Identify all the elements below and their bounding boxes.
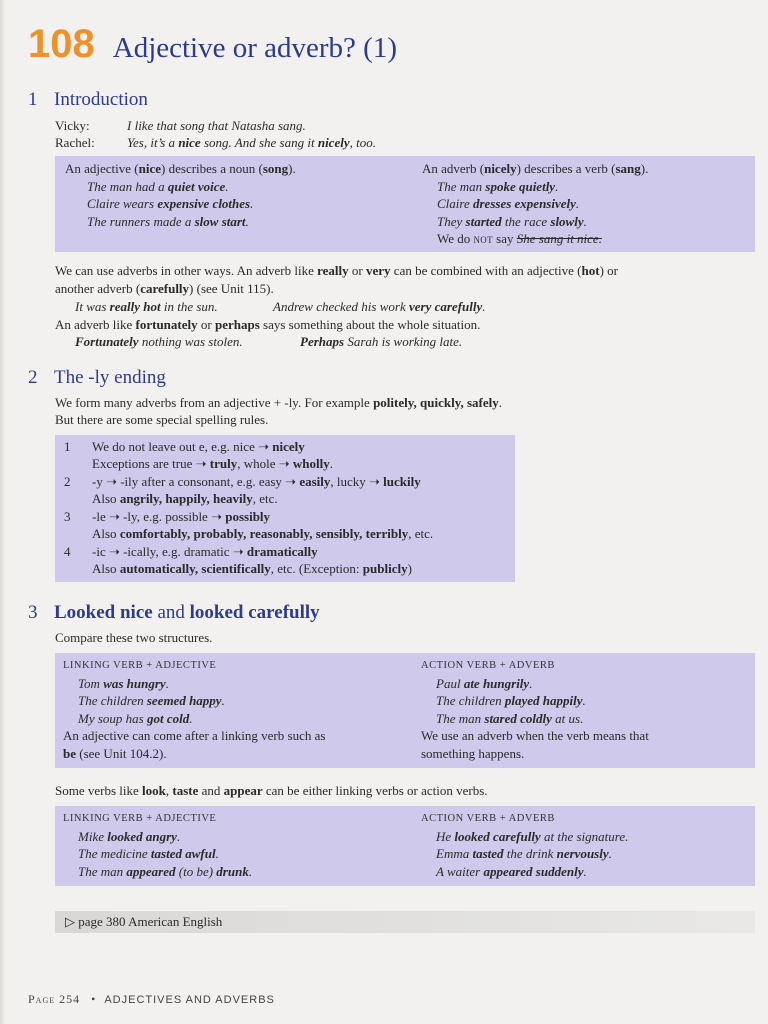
note-line: something happens.	[421, 745, 525, 761]
example: The medicine tasted awful.	[78, 846, 219, 861]
rule-number: 3	[64, 509, 71, 524]
note-line: An adjective can come after a linking verb such as	[63, 728, 326, 743]
note-line: We use an adverb when the verb means that	[421, 728, 649, 743]
section-number: 3	[28, 602, 38, 623]
linking-action-box-2	[55, 806, 755, 886]
speaker: Rachel:	[55, 135, 95, 150]
example-line: Perhaps Sarah is working late.	[300, 334, 463, 349]
page-edge	[0, 0, 6, 1024]
linking-column	[63, 657, 325, 762]
example: My soup has got cold.	[78, 710, 193, 726]
rule-number: 1	[64, 439, 71, 454]
action-column	[421, 810, 628, 880]
paragraph-line: An adverb like fortunately or perhaps says something about the whole situation.	[55, 317, 481, 332]
note-line: be (see Unit 104.2).	[63, 745, 167, 761]
adverb-column	[422, 160, 648, 248]
example: Paul ate hungrily.	[436, 675, 533, 691]
adjective-rule: An adjective (nice) describes a noun (song).	[65, 161, 296, 176]
adverb-rule: An adverb (nicely) describes a verb (sang).	[422, 161, 649, 176]
example-line: Fortunately nothing was stolen.	[75, 334, 243, 349]
paragraph-line: Compare these two structures.	[55, 630, 213, 645]
paragraph-line: We form many adverbs from an adjective + -ly. For example politely, quickly, safely.	[55, 395, 502, 410]
adjective-column	[65, 160, 296, 230]
intro-comparison-box	[55, 156, 755, 252]
example: The man appeared (to be) drunk.	[78, 863, 253, 879]
unit-number: 108	[28, 22, 95, 66]
paragraph-line: We can use adverbs in other ways. An adverb like really or very can be combined with an adjective (hot) or	[55, 263, 618, 278]
paragraph-line: another adverb (carefully) (see Unit 115).	[55, 281, 274, 296]
column-caption: LINKING VERB + ADJECTIVE	[63, 813, 217, 824]
dialog-line-1	[55, 117, 306, 134]
paragraph-line: Some verbs like look, taste and appear can be either linking verbs or action verbs.	[55, 783, 488, 798]
rule-number: 2	[64, 474, 71, 489]
column-caption: LINKING VERB + ADJECTIVE	[63, 660, 217, 671]
section-title: The -ly ending	[54, 367, 166, 388]
spelling-rules-box: 1 We do not leave out e, e.g. nice ➝ nicely Exceptions are true ➝ truly, whole ➝ wholly. 2 -y ➝ -ily after a consonant, e.g. easy ➝ easily, lucky ➝ luckily Also angrily, happily, heavily, etc. 3 -le ➝ -ly, e.g. possible ➝ possibly Also comfortably, probably, reasonably, sensibly, terribly, etc. 4 -ic ➝ -ically, e.g. dramatic ➝ dramatically Also automatically, scientifically, etc. (Exception: publicly)	[55, 435, 515, 582]
cross-reference-bar	[55, 911, 755, 933]
speaker: Vicky:	[55, 118, 90, 133]
unit-header	[28, 22, 397, 67]
example: They started the race slowly.	[437, 213, 587, 229]
linking-column	[63, 810, 252, 880]
example: A waiter appeared suddenly.	[436, 863, 587, 879]
unit-title: Adjective or adverb? (1)	[112, 32, 397, 64]
section-number: 2	[28, 367, 38, 388]
section-2-heading	[28, 367, 166, 389]
section-number: 1	[28, 89, 38, 110]
paragraph-line: But there are some special spelling rules.	[55, 412, 269, 427]
example: The man stared coldly at us.	[436, 710, 584, 726]
example: Mike looked angry.	[78, 828, 181, 844]
rule-number: 4	[64, 544, 71, 559]
section-3-heading: 3 Looked nice and looked carefully	[28, 602, 320, 623]
example: The man spoke quietly.	[437, 178, 559, 194]
dialog-line-2: Rachel: Yes, it’s a nice song. And she sang it nicely, too.	[55, 135, 376, 150]
struck-example: She sang it nice.	[516, 231, 602, 246]
column-caption: ACTION VERB + ADVERB	[421, 660, 555, 671]
section-1-heading	[28, 89, 148, 111]
example: The children played happily.	[436, 693, 586, 708]
example: He looked carefully at the signature.	[436, 828, 629, 844]
page-footer	[28, 992, 275, 1007]
example: Tom was hungry.	[78, 675, 169, 691]
example: The man had a quiet voice.	[87, 178, 229, 194]
column-caption: ACTION VERB + ADVERB	[421, 813, 555, 824]
example-line: It was really hot in the sun.	[75, 299, 218, 314]
example: Claire wears expensive clothes.	[87, 196, 254, 211]
page-number: Page 254	[28, 992, 81, 1006]
example: The runners made a slow start.	[87, 213, 249, 229]
action-column	[421, 657, 649, 762]
example-line: Andrew checked his work very carefully.	[273, 299, 486, 314]
cross-reference-link[interactable]: ▷ page 380 American English	[65, 914, 223, 929]
example: Emma tasted the drink nervously.	[436, 846, 612, 861]
not-say-line: We do not say She sang it nice.	[437, 231, 602, 246]
bullet-icon: •	[91, 992, 96, 1006]
example: The children seemed happy.	[78, 693, 225, 708]
linking-action-box-1	[55, 653, 755, 768]
dialog-text: I like that song that Natasha sang.	[127, 118, 306, 133]
section-title: Introduction	[54, 89, 148, 110]
example: Claire dresses expensively.	[437, 196, 580, 211]
topic-label: ADJECTIVES AND ADVERBS	[104, 994, 275, 1006]
